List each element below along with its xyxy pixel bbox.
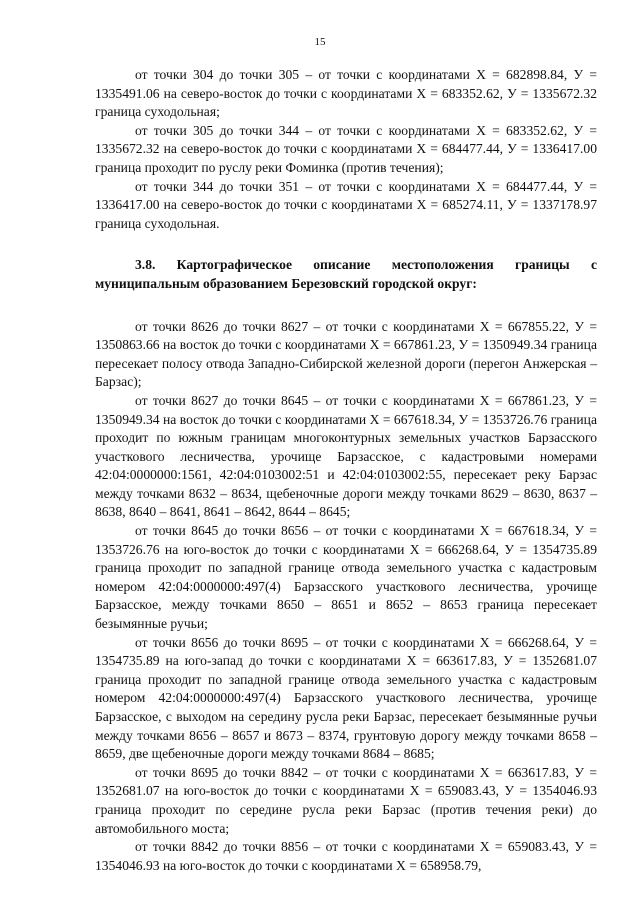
paragraph: от точки 344 до точки 351 – от точки с координатами Х = 684477.44, У = 1336417.00 на северо-восток до точки с координатами Х = 685274.11, У = 1337178.97 граница суходольная. [95,178,597,231]
paragraph: от точки 8842 до точки 8856 – от точки с координатами Х = 659083.43, У = 1354046.93 на юго-восток до точки с координатами Х = 658958.79, [95,839,597,873]
paragraph: от точки 8656 до точки 8695 – от точки с координатами Х = 666268.64, У = 1354735.89 на юго-запад до точки с координатами Х = 663617.83, У = 1352681.07 граница проходит по западной границе отвода земельного участка с кадастровым номером 42:04:0000000:497(4) Барзасского участкового лесничества, урочище Барзасское, с выходом на середину русла реки Барзас, пересекает безымянные ручьи между точками 8656 – 8657 и 8673 – 8374, грунтовую дорогу между точками 8658 – 8659, две щебеночные дороги между точками 8684 – 8685; [95,634,597,762]
paragraph: от точки 8645 до точки 8656 – от точки с координатами Х = 667618.34, У = 1353726.76 на юго-восток до точки с координатами Х = 666268.64, У = 1354735.89 граница проходит по западной границе отвода земельного участка с кадастровым номером 42:04:0000000:497(4) Барзасского участкового лесничества, урочище Барзасское, между точками 8650 – 8651 и 8652 – 8653 граница пересекает безымянные ручьи; [95,523,597,632]
paragraph: от точки 8695 до точки 8842 – от точки с координатами Х = 663617.83, У = 1352681.07 на юго-восток до точки с координатами Х = 659083.43, У = 1354046.93 граница проходит по середине русла реки Барзас (против течения реки) до автомобильного моста; [95,764,597,836]
section-heading: 3.8. Картографическое описание местоположения границы с муниципальным образованием Березовский городской округ: [95,257,597,291]
document-body [95,66,597,875]
page-number: 15 [314,36,326,48]
paragraph: от точки 8627 до точки 8645 – от точки с координатами Х = 667861.23, У = 1350949.34 на восток до точки с координатами Х = 667618.34, У = 1353726.76 граница проходит по южным границам многоконтурных земельных участков Барзасского участкового лесничества, урочище Барзасское, с кадастровыми номерами 42:04:0000000:1561, 42:04:0103002:51 и 42:04:0103002:55, пересекает реку Барзас между точками 8632 – 8634, щебеночные дороги между точками 8629 – 8630, 8637 – 8638, 8640 – 8641, 8641 – 8642, 8644 – 8645; [95,392,597,520]
paragraph: от точки 305 до точки 344 – от точки с координатами Х = 683352.62, У = 1335672.32 на северо-восток до точки с координатами Х = 684477.44, У = 1336417.00 граница проходит по руслу реки Фоминка (против течения); [95,122,597,175]
paragraph: от точки 304 до точки 305 – от точки с координатами Х = 682898.84, У = 1335491.06 на северо-восток до точки с координатами Х = 683352.62, У = 1335672.32 граница суходольная; [95,67,597,120]
paragraph: от точки 8626 до точки 8627 – от точки с координатами Х = 667855.22, У = 1350863.66 на восток до точки с координатами Х = 667861.23, У = 1350949.34 граница пересекает полосу отвода Западно-Сибирской железной дороги (перегон Анжерская – Барзас); [95,318,597,390]
